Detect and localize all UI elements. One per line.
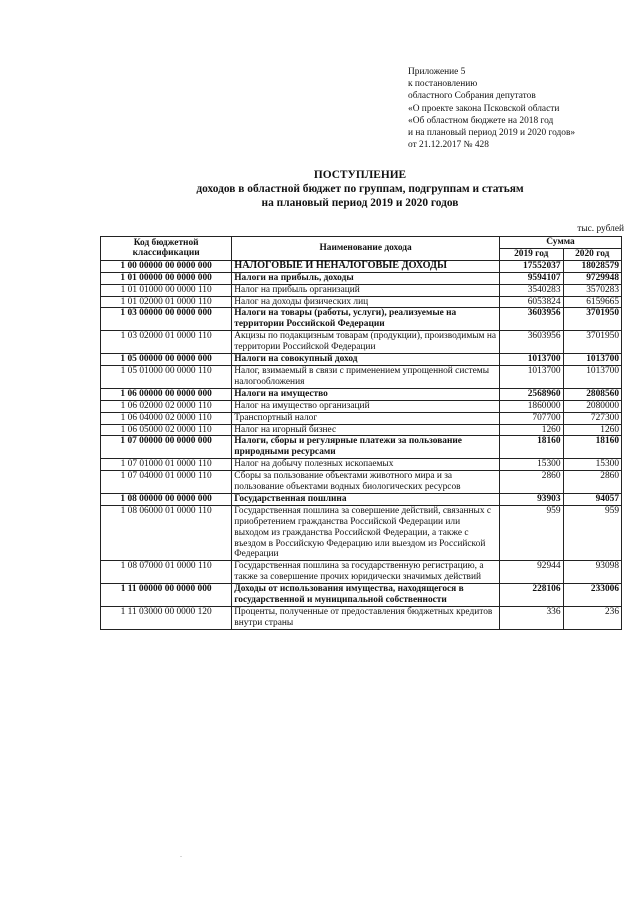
value-2020-cell: 1013700 bbox=[563, 365, 621, 388]
value-2019-cell: 9594107 bbox=[499, 272, 563, 284]
table-row bbox=[101, 471, 622, 494]
annex-line: Приложение 5 bbox=[408, 67, 466, 77]
name-cell: Проценты, полученные от предоставления бюджетных кредитов внутри страны bbox=[232, 607, 500, 630]
value-2019-cell: 17552037 bbox=[499, 260, 563, 272]
value-2020-cell: 2808560 bbox=[563, 388, 621, 400]
table-row bbox=[101, 459, 622, 471]
code-cell: 1 05 01000 00 0000 110 bbox=[101, 365, 232, 388]
value-2019-cell: 1013700 bbox=[499, 354, 563, 366]
code-cell: 1 08 00000 00 0000 000 bbox=[101, 493, 232, 505]
annex-line: областного Собрания депутатов bbox=[408, 91, 536, 102]
table-body bbox=[101, 260, 622, 629]
code-cell: 1 06 05000 02 0000 110 bbox=[101, 424, 232, 436]
annex-line: к постановлению bbox=[408, 79, 478, 90]
table-row bbox=[101, 365, 622, 388]
value-2020-cell: 3701950 bbox=[563, 308, 621, 331]
value-2019-cell: 228106 bbox=[499, 584, 563, 607]
code-cell: 1 11 00000 00 0000 000 bbox=[101, 584, 232, 607]
code-cell: 1 06 04000 02 0000 110 bbox=[101, 412, 232, 424]
header-2020: 2020 год bbox=[563, 248, 621, 260]
code-cell: 1 07 00000 00 0000 000 bbox=[101, 436, 232, 459]
table-row bbox=[101, 584, 622, 607]
name-cell: Налог на прибыль организаций bbox=[232, 284, 500, 296]
page-mark: . bbox=[180, 850, 182, 859]
table-row bbox=[101, 331, 622, 354]
value-2019-cell: 92944 bbox=[499, 561, 563, 584]
value-2020-cell: 3570283 bbox=[563, 284, 621, 296]
value-2020-cell: 15300 bbox=[563, 459, 621, 471]
name-cell: Налоги на имущество bbox=[232, 388, 500, 400]
value-2020-cell: 1260 bbox=[563, 424, 621, 436]
value-2020-cell: 6159665 bbox=[563, 296, 621, 308]
code-cell: 1 06 00000 00 0000 000 bbox=[101, 388, 232, 400]
name-cell: Налог на игорный бизнес bbox=[232, 424, 500, 436]
code-cell: 1 07 01000 01 0000 110 bbox=[101, 459, 232, 471]
revenue-table bbox=[100, 236, 622, 630]
header-code: Код бюджетной классификации bbox=[101, 237, 232, 261]
value-2020-cell: 236 bbox=[563, 607, 621, 630]
table-row bbox=[101, 354, 622, 366]
table-row bbox=[101, 493, 622, 505]
table-row bbox=[101, 400, 622, 412]
value-2019-cell: 18160 bbox=[499, 436, 563, 459]
name-cell: Транспортный налог bbox=[232, 412, 500, 424]
annex-header bbox=[408, 66, 636, 151]
value-2020-cell: 93098 bbox=[563, 561, 621, 584]
value-2020-cell: 94057 bbox=[563, 493, 621, 505]
name-cell: Налоги на совокупный доход bbox=[232, 354, 500, 366]
name-cell: Налоги на прибыль, доходы bbox=[232, 272, 500, 284]
name-cell: Сборы за пользование объектами животного мира и за пользование объектами водных биологических ресурсов bbox=[232, 471, 500, 494]
name-cell: Акцизы по подакцизным товарам (продукции), производимым на территории Российской Федерации bbox=[232, 331, 500, 354]
value-2019-cell: 959 bbox=[499, 505, 563, 561]
value-2019-cell: 15300 bbox=[499, 459, 563, 471]
table-row bbox=[101, 561, 622, 584]
name-cell: Налог, взимаемый в связи с применением упрощенной системы налогообложения bbox=[232, 365, 500, 388]
annex-line: и на плановый период 2019 и 2020 годов» bbox=[408, 128, 576, 139]
name-cell: Налог на доходы физических лиц bbox=[232, 296, 500, 308]
table-row bbox=[101, 308, 622, 331]
value-2019-cell: 2860 bbox=[499, 471, 563, 494]
value-2020-cell: 18028579 bbox=[563, 260, 621, 272]
value-2019-cell: 6053824 bbox=[499, 296, 563, 308]
name-cell: Доходы от использования имущества, находящегося в государственной и муниципальной собственности bbox=[232, 584, 500, 607]
annex-line: «Об областном бюджете на 2018 год bbox=[408, 115, 554, 126]
table-row bbox=[101, 388, 622, 400]
name-cell: Налог на имущество организаций bbox=[232, 400, 500, 412]
value-2019-cell: 1260 bbox=[499, 424, 563, 436]
table-row bbox=[101, 505, 622, 561]
code-cell: 1 03 02000 01 0000 110 bbox=[101, 331, 232, 354]
value-2020-cell: 2860 bbox=[563, 471, 621, 494]
table-row bbox=[101, 296, 622, 308]
value-2020-cell: 727300 bbox=[563, 412, 621, 424]
name-cell: Государственная пошлина bbox=[232, 493, 500, 505]
name-cell: Налог на добычу полезных ископаемых bbox=[232, 459, 500, 471]
value-2019-cell: 336 bbox=[499, 607, 563, 630]
table-row bbox=[101, 607, 622, 630]
value-2020-cell: 233006 bbox=[563, 584, 621, 607]
code-cell: 1 01 01000 00 0000 110 bbox=[101, 284, 232, 296]
name-cell: Государственная пошлина за совершение действий, связанных с приобретением гражданства Российской Федерации или выходом из гражданства Российской Федерации, а также с въездом в Российскую Федерацию или выездом из Российской Федерации bbox=[232, 505, 500, 561]
name-cell: Государственная пошлина за государственную регистрацию, а также за совершение прочих юридически значимых действий bbox=[232, 561, 500, 584]
code-cell: 1 01 02000 01 0000 110 bbox=[101, 296, 232, 308]
name-cell: НАЛОГОВЫЕ И НЕНАЛОГОВЫЕ ДОХОДЫ bbox=[232, 260, 500, 272]
value-2020-cell: 9729948 bbox=[563, 272, 621, 284]
name-cell: Налоги, сборы и регулярные платежи за пользование природными ресурсами bbox=[232, 436, 500, 459]
annex-line: от 21.12.2017 № 428 bbox=[408, 140, 489, 151]
code-cell: 1 06 02000 02 0000 110 bbox=[101, 400, 232, 412]
value-2020-cell: 1013700 bbox=[563, 354, 621, 366]
table-row bbox=[101, 424, 622, 436]
title-line-2: доходов в областной бюджет по группам, подгруппам и статьям bbox=[196, 183, 524, 195]
code-cell: 1 05 00000 00 0000 000 bbox=[101, 354, 232, 366]
header-sum: Сумма bbox=[499, 237, 621, 249]
code-cell: 1 08 06000 01 0000 110 bbox=[101, 505, 232, 561]
code-cell: 1 07 04000 01 0000 110 bbox=[101, 471, 232, 494]
header-name: Наименование дохода bbox=[232, 237, 500, 261]
code-cell: 1 01 00000 00 0000 000 bbox=[101, 272, 232, 284]
value-2019-cell: 93903 bbox=[499, 493, 563, 505]
value-2020-cell: 3701950 bbox=[563, 331, 621, 354]
value-2019-cell: 1860000 bbox=[499, 400, 563, 412]
value-2020-cell: 18160 bbox=[563, 436, 621, 459]
code-cell: 1 08 07000 01 0000 110 bbox=[101, 561, 232, 584]
table-row bbox=[101, 436, 622, 459]
value-2019-cell: 3603956 bbox=[499, 308, 563, 331]
value-2019-cell: 3540283 bbox=[499, 284, 563, 296]
table-row bbox=[101, 412, 622, 424]
code-cell: 1 03 00000 00 0000 000 bbox=[101, 308, 232, 331]
code-cell: 1 11 03000 00 0000 120 bbox=[101, 607, 232, 630]
table-row bbox=[101, 260, 622, 272]
name-cell: Налоги на товары (работы, услуги), реализуемые на территории Российской Федерации bbox=[232, 308, 500, 331]
value-2019-cell: 1013700 bbox=[499, 365, 563, 388]
units-label: тыс. рублей bbox=[577, 224, 624, 234]
title-line-1: ПОСТУПЛЕНИЕ bbox=[313, 169, 407, 181]
value-2020-cell: 959 bbox=[563, 505, 621, 561]
value-2019-cell: 2568960 bbox=[499, 388, 563, 400]
annex-line: «О проекте закона Псковской области bbox=[408, 103, 560, 114]
document-title bbox=[100, 168, 620, 210]
header-2019: 2019 год bbox=[499, 248, 563, 260]
table-row bbox=[101, 272, 622, 284]
code-cell: 1 00 00000 00 0000 000 bbox=[101, 260, 232, 272]
value-2020-cell: 2080000 bbox=[563, 400, 621, 412]
title-line-3: на плановый период 2019 и 2020 годов bbox=[261, 197, 459, 209]
value-2019-cell: 3603956 bbox=[499, 331, 563, 354]
value-2019-cell: 707700 bbox=[499, 412, 563, 424]
table-row bbox=[101, 284, 622, 296]
